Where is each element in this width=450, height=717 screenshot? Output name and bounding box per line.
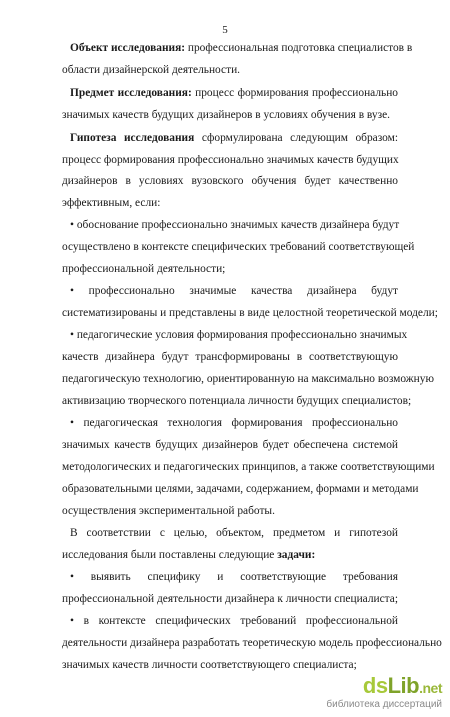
text-line: систематизированы и представлены в виде целостной теоретической модели;: [62, 307, 438, 319]
text-line: процесс формирования профессионально значимых качеств будущих: [62, 154, 399, 166]
text-line: деятельности дизайнера разработать теоретическую модель профессионально: [62, 637, 442, 649]
heading-tasks: задачи:: [277, 549, 316, 561]
bullet-item: • профессионально значимые качества дизайнера будут: [70, 285, 398, 297]
text-line: образовательными целями, задачами, содержанием, формами и методами: [62, 483, 419, 495]
text-line: значимых качеств будущих дизайнеров в условиях обучения в вузе.: [62, 109, 391, 121]
bullet-item: • в контексте специфических требований профессиональной: [70, 615, 398, 627]
bullet-item: • обоснование профессионально значимых качеств дизайнера будут: [70, 219, 400, 231]
dslib-subtitle: библиотека диссертаций: [326, 699, 442, 710]
text-line: значимых качеств будущих дизайнеров будет обеспечена системой: [62, 439, 398, 451]
text-line: дизайнеров в условиях вузовского обучения будет качественно: [62, 175, 398, 187]
text-line: профессиональной деятельности дизайнера к личности специалиста;: [62, 593, 398, 605]
text-line: значимых качеств личности соответствующего специалиста;: [62, 659, 357, 671]
text-line: активизацию творческого потенциала личности будущих специалистов;: [62, 395, 412, 407]
page-number: 5: [222, 24, 228, 36]
heading-object: Объект исследования:: [70, 42, 186, 54]
text-line: качеств дизайнера будут трансформированы в соответствующую: [62, 351, 398, 363]
text-line: эффективным, если:: [62, 197, 161, 209]
text-line: исследования были поставлены следующие задачи:: [62, 549, 316, 561]
dslib-watermark[interactable]: [322, 674, 442, 711]
text-line: методологических и педагогических принципов, а также соответствующими: [62, 461, 435, 473]
text-line: области дизайнерской деятельности.: [62, 64, 241, 76]
bullet-item: • педагогические условия формирования профессионально значимых: [70, 329, 408, 341]
text-line: Гипотеза исследования сформулирована следующим образом:: [70, 132, 398, 144]
text-line: Объект исследования: профессиональная подготовка специалистов в: [70, 42, 413, 54]
bullet-item: • педагогическая технология формирования профессионально: [70, 417, 398, 429]
text-line: В соответствии с целью, объектом, предметом и гипотезой: [70, 527, 398, 539]
dslib-logo: dsLib.net: [362, 673, 442, 698]
heading-hypothesis: Гипотеза исследования: [70, 132, 195, 144]
bullet-item: • выявить специфику и соответствующие требования: [70, 571, 398, 583]
text-line: педагогическую технологию, ориентированную на максимально возможную: [62, 373, 434, 385]
text-line: профессиональной деятельности;: [62, 263, 226, 275]
text-line: осуществления экспериментальной работы.: [62, 505, 275, 517]
text-line: осуществлено в контексте специфических требований соответствующей: [62, 241, 415, 253]
text-line: Предмет исследования: процесс формирования профессионально: [70, 87, 398, 99]
heading-subject: Предмет исследования:: [70, 87, 192, 99]
